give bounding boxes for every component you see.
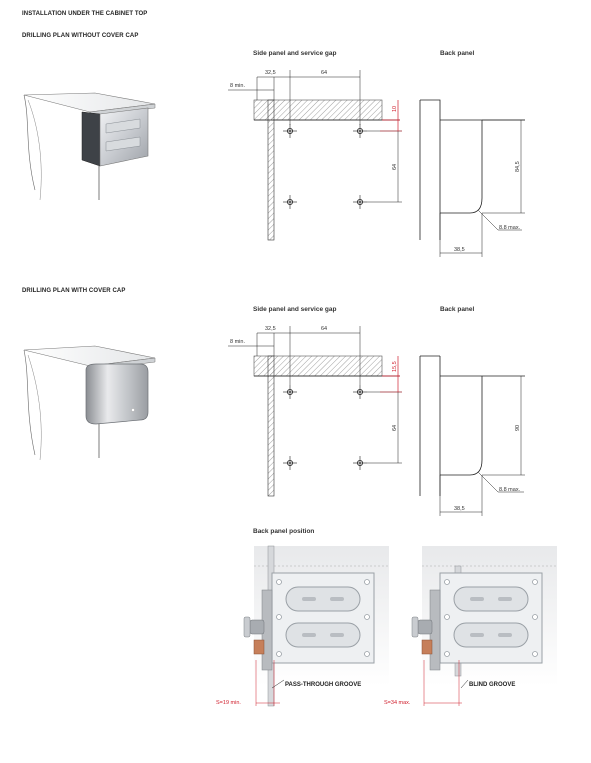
plan1-dim-64-h: 64 bbox=[321, 70, 328, 76]
plan1-dim-8min: 8 min. bbox=[230, 83, 245, 89]
plan1-dim-10: 10 bbox=[392, 105, 398, 112]
plan1-side-drawing bbox=[228, 70, 402, 240]
plan1-dim-64-v: 64 bbox=[392, 163, 398, 170]
plan1-side-title: Side panel and service gap bbox=[253, 50, 337, 57]
plan2-dim-385: 38,5 bbox=[454, 506, 465, 512]
cover-cap-illustration bbox=[24, 346, 155, 460]
plan2-dim-90: 90 bbox=[515, 424, 521, 431]
plan2-dim-325: 32,5 bbox=[265, 326, 276, 332]
plan1-dim-325: 32,5 bbox=[265, 70, 276, 76]
plan2-dim-155: 15,5 bbox=[392, 361, 398, 372]
plan1-dim-88max: 8.8 max. bbox=[499, 225, 521, 231]
blind-groove-label: BLIND GROOVE bbox=[469, 682, 516, 688]
plan1-back-drawing bbox=[420, 100, 525, 257]
plan2-dim-8min: 8 min. bbox=[230, 339, 245, 345]
plan2-side-drawing bbox=[228, 326, 402, 496]
s34-label: S=34 max. bbox=[384, 700, 411, 706]
back-panel-position-title: Back panel position bbox=[253, 528, 315, 535]
bracket-illustration bbox=[24, 93, 155, 200]
with-cap-heading: DRILLING PLAN WITH COVER CAP bbox=[22, 288, 126, 294]
plan2-dim-64-v: 64 bbox=[392, 424, 398, 431]
pass-through-groove-label: PASS-THROUGH GROOVE bbox=[285, 682, 362, 688]
plan1-back-title: Back panel bbox=[440, 50, 475, 57]
plan1-dim-385: 38,5 bbox=[454, 247, 465, 253]
plan2-back-title: Back panel bbox=[440, 306, 475, 313]
installation-heading: INSTALLATION UNDER THE CABINET TOP bbox=[22, 11, 148, 17]
plan2-dim-64-h: 64 bbox=[321, 326, 328, 332]
without-cap-heading: DRILLING PLAN WITHOUT COVER CAP bbox=[22, 33, 139, 39]
plan2-side-title: Side panel and service gap bbox=[253, 306, 337, 313]
plan2-dim-88max: 8.8 max. bbox=[499, 487, 521, 493]
plan1-dim-845: 84,5 bbox=[515, 161, 521, 172]
s19-label: S=19 min. bbox=[216, 700, 241, 706]
